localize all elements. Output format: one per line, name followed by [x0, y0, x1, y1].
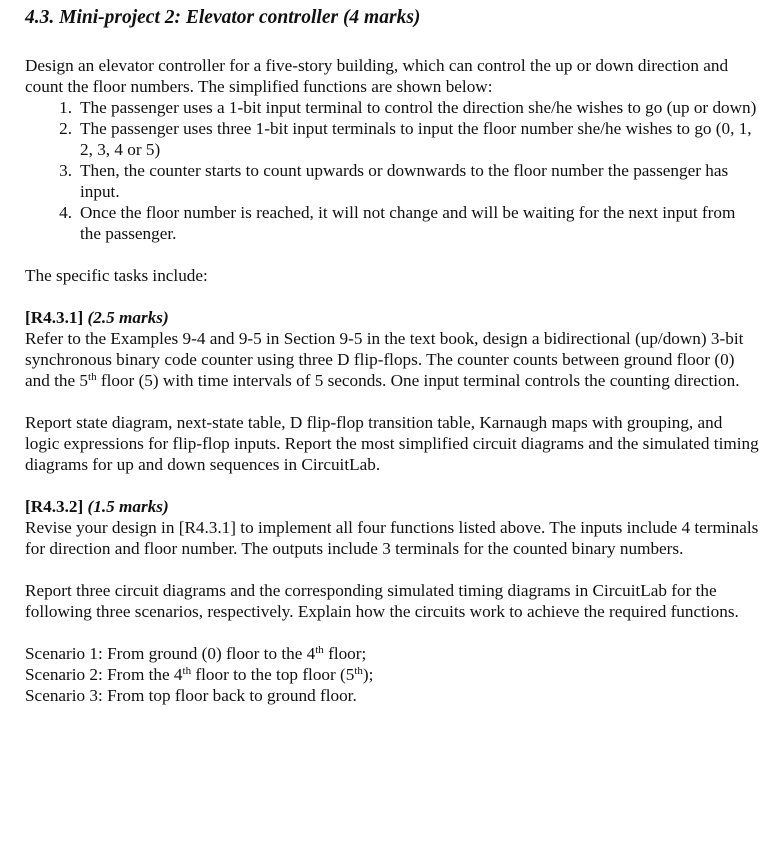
list-item: [25, 160, 760, 202]
list-item-text: The passenger uses a 1-bit input terminal to control the direction she/he wishes to go (up or down): [80, 98, 757, 117]
list-item: [25, 97, 760, 118]
scenario-2-text-c: );: [362, 665, 374, 684]
scenario-2: [25, 664, 760, 685]
r431-paragraph-1: [25, 328, 760, 391]
ordinal-suffix: th: [354, 665, 363, 677]
scenario-1-text-b: floor;: [323, 644, 367, 663]
requirement-code: [R4.3.2]: [25, 497, 84, 516]
scenario-2-text-a: Scenario 2: From the 4: [25, 665, 183, 684]
ordinal-suffix: th: [88, 371, 97, 383]
scenario-1: [25, 643, 760, 664]
ordinal-suffix: th: [182, 665, 192, 677]
list-item-number: 4.: [59, 203, 72, 222]
r431-text-b: floor (5) with time intervals of 5 seconds. One input terminal controls the counting direction.: [96, 371, 740, 390]
list-item: [25, 202, 760, 244]
scenario-2-text-b: floor to the top floor (5: [191, 665, 355, 684]
requirement-heading-r431: [25, 307, 760, 328]
list-item-text: Then, the counter starts to count upwards or downwards to the floor number the passenger has input.: [80, 161, 729, 201]
list-item-number: 3.: [59, 161, 72, 180]
r431-paragraph-2: Report state diagram, next-state table, D flip-flop transition table, Karnaugh maps with grouping, and logic expressions for flip-flop inputs. Report the most simplified circuit diagrams and the simulated timing diagrams for up and down sequences in CircuitLab.: [25, 413, 759, 474]
requirement-marks: (2.5 marks): [87, 308, 169, 327]
list-item: [25, 118, 760, 160]
requirement-heading-r432: [25, 496, 760, 517]
r431-text-a: Refer to the Examples 9-4 and 9-5 in Section 9-5 in the text book, design a bidirectional (up/down) 3-bit synchronous binary code counter using three D flip-flops. The counter counts between ground floor (0) and the 5: [25, 329, 744, 390]
list-item-text: The passenger uses three 1-bit input terminals to input the floor number she/he wishes to go (0, 1, 2, 3, 4 or 5): [80, 119, 752, 159]
list-item-number: 1.: [59, 98, 72, 117]
r432-paragraph-1: Revise your design in [R4.3.1] to implement all four functions listed above. The inputs include 4 terminals for direction and floor number. The outputs include 3 terminals for the counted binary numbers.: [25, 518, 759, 558]
requirement-code: [R4.3.1]: [25, 308, 84, 327]
scenario-1-text-a: Scenario 1: From ground (0) floor to the 4: [25, 644, 316, 663]
scenario-3: Scenario 3: From top floor back to ground floor.: [25, 686, 357, 705]
requirement-marks: (1.5 marks): [87, 497, 169, 516]
tasks-intro: The specific tasks include:: [25, 266, 208, 285]
r432-paragraph-2: Report three circuit diagrams and the corresponding simulated timing diagrams in CircuitLab for the following three scenarios, respectively. Explain how the circuits work to achieve the required functions.: [25, 581, 739, 621]
intro-paragraph: Design an elevator controller for a five-story building, which can control the up or down direction and count the floor numbers. The simplified functions are shown below:: [25, 56, 729, 96]
list-item-number: 2.: [59, 119, 72, 138]
functions-list: [25, 97, 760, 244]
list-item-text: Once the floor number is reached, it will not change and will be waiting for the next input from the passenger.: [80, 203, 736, 243]
document-page: [25, 6, 760, 706]
section-heading: 4.3. Mini-project 2: Elevator controller (4 marks): [25, 7, 421, 28]
ordinal-suffix: th: [315, 644, 324, 656]
